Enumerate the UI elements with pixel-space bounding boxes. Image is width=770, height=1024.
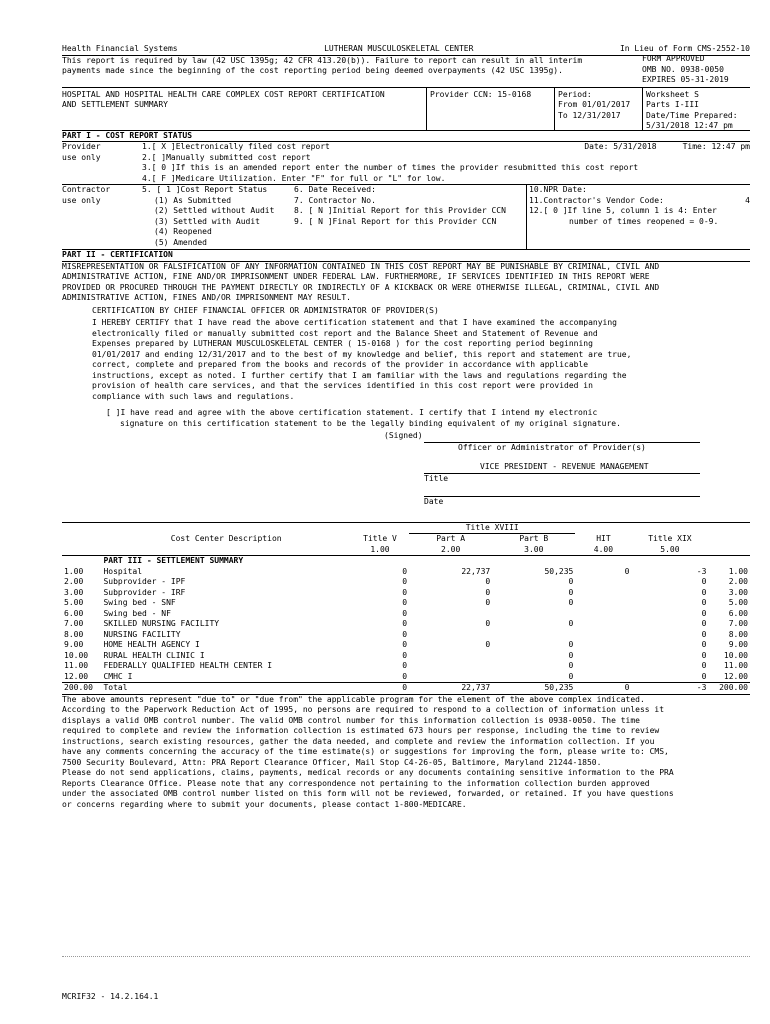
cell-v: 0 <box>402 671 408 681</box>
cert-line-6: instructions, except as noted. I further certify that I am familiar with the laws and regulations regarding the <box>92 370 627 380</box>
table-row <box>62 567 750 578</box>
table-row <box>62 651 750 662</box>
worksheet-name: Worksheet S <box>646 89 699 99</box>
cell-desc: NURSING FACILITY <box>103 629 181 639</box>
cell-hit <box>575 640 631 651</box>
cell-line: 8.00 <box>64 629 84 639</box>
provider-use-section <box>62 142 750 184</box>
agree-checkbox-line[interactable]: [ ]I have read and agree with the above certification statement. I certify that I intend my electronic <box>106 408 598 417</box>
filed-time: Time: 12:47 pm <box>682 142 750 151</box>
colnum-3: 3.00 <box>524 544 544 554</box>
cell-b: 0 <box>568 640 574 649</box>
vendor-code-label: 11.Contractor's Vendor Code: <box>529 195 664 205</box>
period-label: Period: <box>558 89 592 99</box>
footer-code: MCRIF32 - 14.2.164.1 <box>62 992 159 1001</box>
cert-line-5: correct, complete and prepared from the books and records of the provider in accordance with applicable <box>92 360 589 369</box>
contractor-no: 7. Contractor No. <box>294 195 376 205</box>
vendor-code-value: 4 <box>745 195 750 205</box>
pra-10: or concerns regarding where to submit your documents, please contact 1-800-MEDICARE. <box>62 799 467 809</box>
col-title5: Title V <box>363 533 397 543</box>
status-option-1: (1) As Submitted <box>154 195 232 205</box>
cell-rline: 5.00 <box>728 598 748 607</box>
colnum-5: 5.00 <box>660 544 680 554</box>
warning-4: ADMINISTRATIVE ACTION, FINES AND/OR IMPRISONMENT MAY RESULT. <box>62 293 351 302</box>
colnum-4: 4.00 <box>593 544 614 554</box>
cell-v: 0 <box>402 629 408 639</box>
col-partb: Part B <box>519 534 549 543</box>
cert-heading: CERTIFICATION BY CHIEF FINANCIAL OFFICER OR ADMINISTRATOR OF PROVIDER(S) <box>92 305 439 315</box>
initial-report: 8. [ N ]Initial Report for this Provider CCN <box>294 206 506 215</box>
status-option-5: (5) Amended <box>154 237 207 247</box>
officer-label: Officer or Administrator of Provider(s) <box>458 442 646 452</box>
pra-1: According to the Paperwork Reduction Act of 1995, no persons are required to respond to a collection of information unless it <box>62 705 665 714</box>
cell-desc: Subprovider - IPF <box>103 577 186 586</box>
page-bottom-rule <box>62 956 750 957</box>
cell-rline: 10.00 <box>723 650 748 660</box>
cell-line: 5.00 <box>64 598 84 607</box>
provider-use-label-2: use only <box>62 152 101 162</box>
table-row <box>62 630 750 641</box>
cell-v: 0 <box>402 650 408 660</box>
colnum-2: 2.00 <box>441 544 461 554</box>
cell-b: 50,235 <box>544 683 574 692</box>
period-to: To 12/31/2017 <box>558 110 621 120</box>
col-desc: Cost Center Description <box>170 533 282 543</box>
table-row <box>62 598 750 609</box>
cell-a <box>409 651 492 662</box>
cell-desc: RURAL HEALTH CLINIC I <box>103 650 205 660</box>
cell-line: 6.00 <box>64 608 84 618</box>
cell-a <box>409 661 492 672</box>
cell-line: 7.00 <box>64 619 84 628</box>
part1-heading: PART I - COST REPORT STATUS <box>62 130 193 140</box>
system-name: Health Financial Systems <box>62 44 178 53</box>
cell-b <box>492 609 575 620</box>
title-label: Title <box>424 473 449 483</box>
cell-v: 0 <box>402 587 408 597</box>
cell-xix: 0 <box>701 661 707 670</box>
provider-ccn: Provider CCN: 15-0168 <box>426 88 554 130</box>
times-reopened-note: number of times reopened = 0-9. <box>569 216 719 226</box>
cell-rline: 9.00 <box>728 640 748 649</box>
cell-b: 0 <box>568 587 574 597</box>
status-option-2: (2) Settled without Audit <box>154 206 275 215</box>
report-subtitle: AND SETTLEMENT SUMMARY <box>62 100 168 109</box>
contractor-use-label-2: use only <box>62 195 101 205</box>
cell-line: 11.00 <box>64 661 89 670</box>
cell-xix: 0 <box>701 577 707 586</box>
cost-report-page <box>62 44 750 810</box>
part3-heading: PART III - SETTLEMENT SUMMARY <box>103 556 244 565</box>
page-header <box>62 44 750 55</box>
report-title: HOSPITAL AND HOSPITAL HEALTH CARE COMPLEX COST REPORT CERTIFICATION <box>62 89 385 99</box>
cell-hit <box>575 619 631 630</box>
table-row <box>62 609 750 620</box>
cell-rline: 200.00 <box>719 683 748 692</box>
date-prepared-label: Date/Time Prepared: <box>646 110 738 120</box>
pra-5: have any comments concerning the accuracy of the time estimate(s) or suggestions for improving the form, please write to: CMS, <box>62 747 669 756</box>
date-label: Date <box>424 497 444 506</box>
pra-6: 7500 Security Boulevard, Attn: PRA Report Clearance Officer, Mail Stop C4-26-05, Baltimore, Maryland 21244-1850. <box>62 757 602 767</box>
settlement-table <box>62 522 750 694</box>
table-row <box>62 577 750 588</box>
cell-line: 2.00 <box>64 577 84 586</box>
cell-v: 0 <box>402 566 408 576</box>
cell-xix: 0 <box>701 619 707 628</box>
cell-xix: 0 <box>701 608 707 618</box>
legal-notice-1: This report is required by law (42 USC 1395g; 42 CFR 413.20(b)). Failure to report can result in all interim <box>62 55 583 65</box>
officer-title: VICE PRESIDENT - REVENUE MANAGEMENT <box>480 462 649 471</box>
due-note: The above amounts represent "due to" or "due from" the applicable program for the element of the above complex indicated. <box>62 694 645 704</box>
table-row <box>62 683 750 694</box>
cell-xix: 0 <box>701 587 707 597</box>
cell-v: 0 <box>402 683 408 692</box>
cell-b: 0 <box>568 577 574 586</box>
col-title19: Title XIX <box>648 533 692 543</box>
cell-hit <box>575 672 631 683</box>
pra-7: Please do not send applications, claims, payments, medical records or any documents containing sensitive information to the PRA <box>62 768 674 777</box>
cell-desc: Total <box>103 683 128 692</box>
cell-a: 0 <box>485 587 491 597</box>
cell-hit <box>575 651 631 662</box>
cell-xix: -3 <box>696 566 707 576</box>
cell-v: 0 <box>402 619 408 628</box>
period-from: From 01/01/2017 <box>558 100 631 109</box>
status-line-2: 2.[ ]Manually submitted cost report <box>142 152 311 162</box>
final-report: 9. [ N ]Final Report for this Provider CCN <box>294 216 497 226</box>
cell-line: 3.00 <box>64 587 84 597</box>
contractor-use-label-1: Contractor <box>62 185 111 194</box>
table-row <box>62 672 750 683</box>
cert-line-8: compliance with such laws and regulations. <box>92 391 295 401</box>
status-line-1: 1.[ X ]Electronically filed cost report <box>142 142 330 151</box>
cell-line: 12.00 <box>64 671 89 681</box>
cell-a <box>409 630 492 641</box>
cell-b: 50,235 <box>544 566 574 576</box>
cell-a <box>409 672 492 683</box>
title-block <box>62 88 750 130</box>
form-ref: In Lieu of Form CMS-2552-10 <box>619 44 750 53</box>
cell-desc: CMHC I <box>103 671 133 681</box>
cell-v: 0 <box>402 661 408 670</box>
status-option-4: (4) Reopened <box>154 227 212 236</box>
cell-rline: 8.00 <box>728 629 748 639</box>
cell-xix: 0 <box>701 650 707 660</box>
cell-desc: HOME HEALTH AGENCY I <box>103 640 200 649</box>
cell-b: 0 <box>568 661 574 670</box>
cell-hit <box>575 598 631 609</box>
provider-use-label-1: Provider <box>62 142 101 151</box>
cell-rline: 6.00 <box>728 608 748 618</box>
cert-line-4: 01/01/2017 and ending 12/31/2017 and to the best of my knowledge and belief, this report and statement are true, <box>92 349 632 359</box>
col-parta: Part A <box>436 534 466 543</box>
warning-1: MISREPRESENTATION OR FALSIFICATION OF ANY INFORMATION CONTAINED IN THIS COST REPORT MAY BE PUNISHABLE BY CRIMINAL, CIVIL AND <box>62 261 660 271</box>
pra-2: displays a valid OMB control number. The valid OMB control number for this information collection is 0938-0050. The time <box>62 715 640 725</box>
cell-hit <box>575 630 631 641</box>
cert-line-1: I HEREBY CERTIFY that I have read the above certification statement and that I have examined the accompanying <box>92 318 617 327</box>
status-option-3: (3) Settled with Audit <box>154 216 260 226</box>
cell-hit <box>575 577 631 588</box>
cell-desc: Subprovider - IRF <box>103 587 186 597</box>
cell-b: 0 <box>568 598 574 607</box>
col-title18: Title XVIII <box>409 522 575 534</box>
part2-heading: PART II - CERTIFICATION <box>62 250 173 259</box>
cell-xix: 0 <box>701 629 707 639</box>
cell-v: 0 <box>402 577 408 586</box>
cell-a: 0 <box>485 640 491 649</box>
cell-desc: Swing bed - NF <box>103 608 171 618</box>
legal-notice-2: payments made since the beginning of the cost reporting period being deemed overpayments (42 USC 1395g). <box>62 66 563 75</box>
cell-a: 0 <box>485 619 491 628</box>
cert-line-3: Expenses prepared by LUTHERAN MUSCULOSKELETAL CENTER ( 15-0168 ) for the cost reporting period beginning <box>92 339 593 348</box>
cell-a: 0 <box>485 577 491 586</box>
status-line-3: 3.[ 0 ]If this is an amended report enter the number of times the provider resubmitted this cost report <box>142 163 639 172</box>
table-row <box>62 640 750 651</box>
cell-b: 0 <box>568 650 574 660</box>
signed-label: (Signed) <box>384 431 423 440</box>
cell-rline: 1.00 <box>728 566 748 576</box>
cell-hit: 0 <box>624 683 630 692</box>
cell-line: 9.00 <box>64 640 84 649</box>
npr-date: 10.NPR Date: <box>529 185 587 194</box>
expires: EXPIRES 05-31-2019 <box>642 75 729 84</box>
cell-desc: Swing bed - SNF <box>103 598 176 607</box>
cell-rline: 2.00 <box>728 577 748 586</box>
worksheet-parts: Parts I-III <box>646 100 699 109</box>
table-row <box>62 661 750 672</box>
cell-hit: 0 <box>624 566 630 576</box>
cell-line: 200.00 <box>64 683 93 692</box>
table-row <box>62 588 750 599</box>
pra-4: instructions, search existing resources, gather the data needed, and complete and review the information collection. If you <box>62 736 655 746</box>
date-prepared: 5/31/2018 12:47 pm <box>646 121 733 130</box>
filed-date: Date: 5/31/2018 <box>584 142 657 151</box>
cell-rline: 12.00 <box>723 671 748 681</box>
cell-xix: 0 <box>701 640 707 649</box>
cell-rline: 7.00 <box>728 619 748 628</box>
cell-desc: FEDERALLY QUALIFIED HEALTH CENTER I <box>103 661 273 670</box>
cell-rline: 11.00 <box>723 661 748 670</box>
cell-desc: Hospital <box>103 566 143 576</box>
cell-hit <box>575 661 631 672</box>
pra-9: under the associated OMB control number listed on this form will not be reviewed, forwarded, or retained. If you have questions <box>62 789 674 798</box>
cell-hit <box>575 588 631 599</box>
cell-hit <box>575 609 631 620</box>
warning-3: PROVIDED OR PROCURED THROUGH THE PAYMENT DIRECTLY OR INDIRECTLY OF A KICKBACK OR WERE OTHERWISE ILLEGAL, CRIMINAL, CIVIL AND <box>62 282 660 292</box>
table-row <box>62 619 750 630</box>
contractor-use-section <box>62 185 750 249</box>
cert-line-2: electronically filed or manually submitted cost report and the Balance Sheet and Statement of Revenue and <box>92 328 598 338</box>
warning-2: ADMINISTRATIVE ACTION, FINE AND/OR IMPRISONMENT UNDER FEDERAL LAW. FURTHERMORE, IF SERVICES IDENTIFIED IN THIS REPORT WERE <box>62 272 650 281</box>
cell-v: 0 <box>402 640 408 649</box>
form-approved: FORM APPROVED <box>642 54 705 63</box>
cell-a: 22,737 <box>461 566 491 576</box>
cell-rline: 3.00 <box>728 587 748 597</box>
cell-desc: SKILLED NURSING FACILITY <box>103 619 220 628</box>
provider-name: LUTHERAN MUSCULOSKELETAL CENTER <box>324 44 474 53</box>
cost-report-status: 5. [ 1 ]Cost Report Status <box>142 185 268 194</box>
pra-3: required to complete and review the information collection is estimated 673 hours per response, including the time to review <box>62 726 660 735</box>
col-hit: HIT <box>596 533 611 543</box>
cell-a: 22,737 <box>461 683 491 692</box>
cell-a: 0 <box>485 598 491 607</box>
cell-xix: 0 <box>701 671 707 681</box>
cell-b: 0 <box>568 671 574 681</box>
cell-line: 10.00 <box>64 650 89 660</box>
omb-number: OMB NO. 0938-0050 <box>642 64 724 74</box>
cell-v: 0 <box>402 608 408 618</box>
date-received: 6. Date Received: <box>294 185 376 194</box>
cell-b <box>492 630 575 641</box>
cell-a <box>409 609 492 620</box>
cell-xix: -3 <box>696 683 707 692</box>
colnum-1: 1.00 <box>370 544 390 554</box>
cell-b: 0 <box>568 619 574 628</box>
agree-line-2: signature on this certification statement to be the legally binding equivalent of my original signature. <box>120 418 621 428</box>
cell-line: 1.00 <box>64 566 84 576</box>
times-reopened: 12.[ 0 ]If line 5, column 1 is 4: Enter <box>529 206 717 215</box>
cert-line-7: provision of health care services, and that the services identified in this cost report were provided in <box>92 381 593 390</box>
cell-v: 0 <box>402 598 408 607</box>
pra-8: Reports Clearance Office. Please note that any correspondence not pertaining to the information collection burden approved <box>62 778 650 788</box>
status-line-4: 4.[ F ]Medicare Utilization. Enter "F" for full or "L" for low. <box>142 173 446 183</box>
cell-xix: 0 <box>701 598 707 607</box>
